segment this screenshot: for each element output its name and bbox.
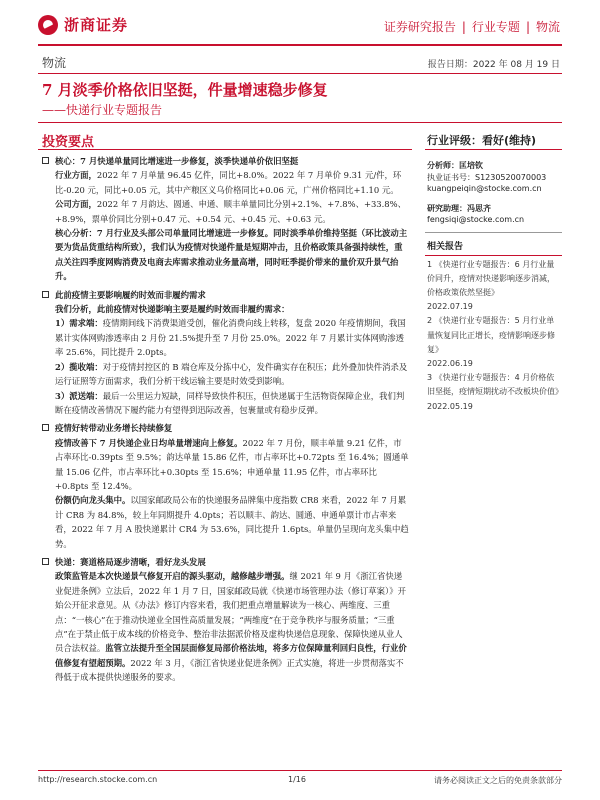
bullet-square-icon [42, 157, 49, 164]
epidemic-heading: 此前疫情主要影响履约时效而非履约需求 [55, 289, 206, 300]
delivery-paragraph: 3）派送端：最后一公里运力短缺，同样导致快件积压，但快递属于生活物资保障企业，我们判断在疫情改善情况下履约能力有望得到迅际改善，包裹量或有稳步反弹。 [55, 390, 405, 415]
report-title: 7 月淡季价格依旧坚挺，件量增速稳步修复 [42, 81, 328, 99]
header-rule [38, 44, 562, 46]
share-paragraph: 份额仍向龙头集中。以国家邮政局公布的快递服务品牌集中度指数 CR8 来看，2022 年 7 月累计 CR8 为 84.8%，较上年同期提升 4.0pts；若以顺丰、韵达、圆通、申通单票计市占率来看，2022 年 7 月 A 股快递累计 CR4 为 53.6%，同比提升 1.6pts。单量仍呈现向龙头集中趋势。 [55, 495, 409, 549]
bullet-landscape [42, 555, 410, 569]
analyst-email[interactable]: kuangpeiqin@stocke.com.cn [427, 184, 542, 193]
side-column [425, 128, 562, 414]
pickup-paragraph: 2）揽收端：对于疫情封控区的 B 端仓库及分拣中心，发件确实存在积压；此外叠加快件消杀及运行证照等方面需求，我们分析干线运输主要是时效受到影响。 [55, 361, 408, 387]
related-report-item[interactable]: 3 《快递行业专题报告：4 月价格依旧坚挺，疫情短期扰动不改板块价值》 2022.05.19 [427, 373, 563, 411]
industry-label: 物流 [42, 56, 67, 70]
recovery-paragraph: 疫情改善下 7 月快递企业日均单量增速向上修复。2022 年 7 月份，顺丰单量 9.21 亿件，市占率环比-0.39pts 至 9.5%；韵达单量 15.86 亿件，市占率环比+0.72pts 至 16.4%；圆通单量 15.06 亿件，市占率环比+0.30pts 至 15.6%；申通单量 11.95 亿件，市占率环比+0.8pts 至 12.4%。 [55, 437, 409, 491]
section-title: 投资要点 [38, 128, 412, 150]
company-logo [38, 14, 128, 35]
demand-paragraph: 1）需求端：疫情期间线下消费渠道受创，催化消费向线上转移，复盘 2020 年疫情期间，我国累计实体网购渗透率由 2 月份 21.5%提升至 7 月份 25.0%。2022 年 7 月累计实体网购渗透率 25.6%，同比提升 2.0pts。 [55, 318, 406, 358]
analyst-name: 分析师：匡培钦 [427, 161, 483, 170]
analyst-info [425, 160, 562, 226]
subheader-rule [38, 73, 562, 74]
related-report-item[interactable]: 2 《快递行业专题报告：5 月行业单量恢复同比正增长，疫情影响逐步修复》 2022.06.19 [427, 316, 555, 368]
related-rule [425, 255, 562, 256]
epidemic-intro: 我们分析，此前疫情对快递影响主要是履约时效而非履约需求： [55, 304, 290, 315]
industry-rating: 行业评级：看好(维持) [425, 128, 562, 150]
bullet-square-icon [42, 558, 49, 565]
bullet-core [42, 154, 410, 168]
logo-text: 浙商证券 [64, 16, 129, 34]
related-reports-title: 相关报告 [427, 241, 464, 252]
footer-disclaimer: 请务必阅读正文之后的免责条款部分 [434, 776, 562, 785]
footer-url[interactable]: http://research.stocke.com.cn [38, 775, 158, 784]
side-divider [425, 232, 562, 233]
core-heading: 核心：7 月快递单量同比增速进一步修复，淡季快递单价依旧坚挺 [55, 156, 299, 166]
logo-icon [38, 15, 58, 35]
main-column [38, 128, 412, 685]
page-footer [38, 770, 562, 790]
nav-report-type: 证券研究报告 [383, 20, 456, 34]
bullet-square-icon [42, 424, 49, 431]
nav-report-category: 行业专题 [471, 20, 520, 34]
page-number: 1/16 [288, 775, 306, 784]
company-paragraph: 公司方面，2022 年 7 月韵达、圆通、申通、顺丰单量同比分别+2.1%、+7.8%、+33.8%、+8.9%，票单价同比分别+0.47 元、+0.54 元、+0.45 元、+0.63 元。 [55, 199, 406, 224]
bullet-recovery [42, 421, 410, 435]
assistant-name: 研究助理：冯思齐 [427, 203, 491, 213]
report-subtitle: ——快递行业专题报告 [42, 103, 163, 117]
core-view-paragraph: 核心分析：7 月行业及头部公司单量同比增速进一步修复。同时淡季单价维持坚挺（环比波动主要为货品货重结构所致），我们认为疫情对快递件量是短期冲击，且价格政策具备强持续性，重点关注四季度网购消费及电商去库需求推动业务量高增，同时旺季提价带来的量价双升景气抬升。 [55, 228, 408, 282]
page-header [0, 0, 600, 44]
nav-industry: 物流 [535, 20, 560, 34]
assistant-email[interactable]: fengsiqi@stocke.com.cn [427, 215, 525, 224]
report-date: 报告日期：2022 年 08 月 19 日 [427, 60, 560, 70]
related-report-item[interactable]: 1 《快递行业专题报告：6 月行业量价同升，疫情对快递影响逐步消减，价格政策依然坚挺》 2022.07.19 [427, 259, 555, 312]
title-rule [38, 122, 562, 123]
analyst-cert: 执业证书号：S1230520070003 [427, 172, 547, 182]
bullet-epidemic [42, 288, 410, 302]
industry-paragraph: 行业方面，2022 年 7 月单量 96.45 亿件，同比+8.0%。2022 年 7 月单价 9.31 元/件，环比-0.20 元，同比+0.05 元，其中产粮区义乌价格同比+0.06 元，广州价格同比+1.10 元。 [55, 170, 402, 195]
main-content [38, 154, 412, 685]
header-nav: 证券研究报告 | 行业专题 | 物流 [383, 20, 560, 34]
policy-paragraph: 政策监管是本次快递景气修复开启的源头驱动，越修越步增强。继 2021 年 9 月《浙江省快递业促进条例》立法后，2022 年 1 月 7 日，国家邮政局就《快递市场管理办法（修订草案）》开始公开征求意见。从《办法》修订内容来看，我们把重点增量解读为一核心、两维度、三重点：“一核心”在于推动快递业全国性高质量发展；“两维度”在于竞争秩序与服务质量；“三重点”在于禁止低于成本线的价格竞争、整治非法据派价格及虚构快递信息现象、保障快递从业人员合法权益。监管立法提升至全国层面修复局部价格法地，将多方位保障量利回归良性，行业价值修复有望超预期。2022 年 3 月，《浙江省快递业促进条例》正式实施，将进一步贯彻落实不得低于成本提供快递服务的要求。 [55, 571, 407, 683]
recovery-heading: 疫情好转带动业务增长持续修复 [55, 423, 173, 434]
landscape-heading: 快递：赛道格局逐步清晰，看好龙头发展 [55, 556, 206, 567]
bullet-square-icon [42, 291, 49, 298]
related-reports-list [425, 258, 562, 414]
